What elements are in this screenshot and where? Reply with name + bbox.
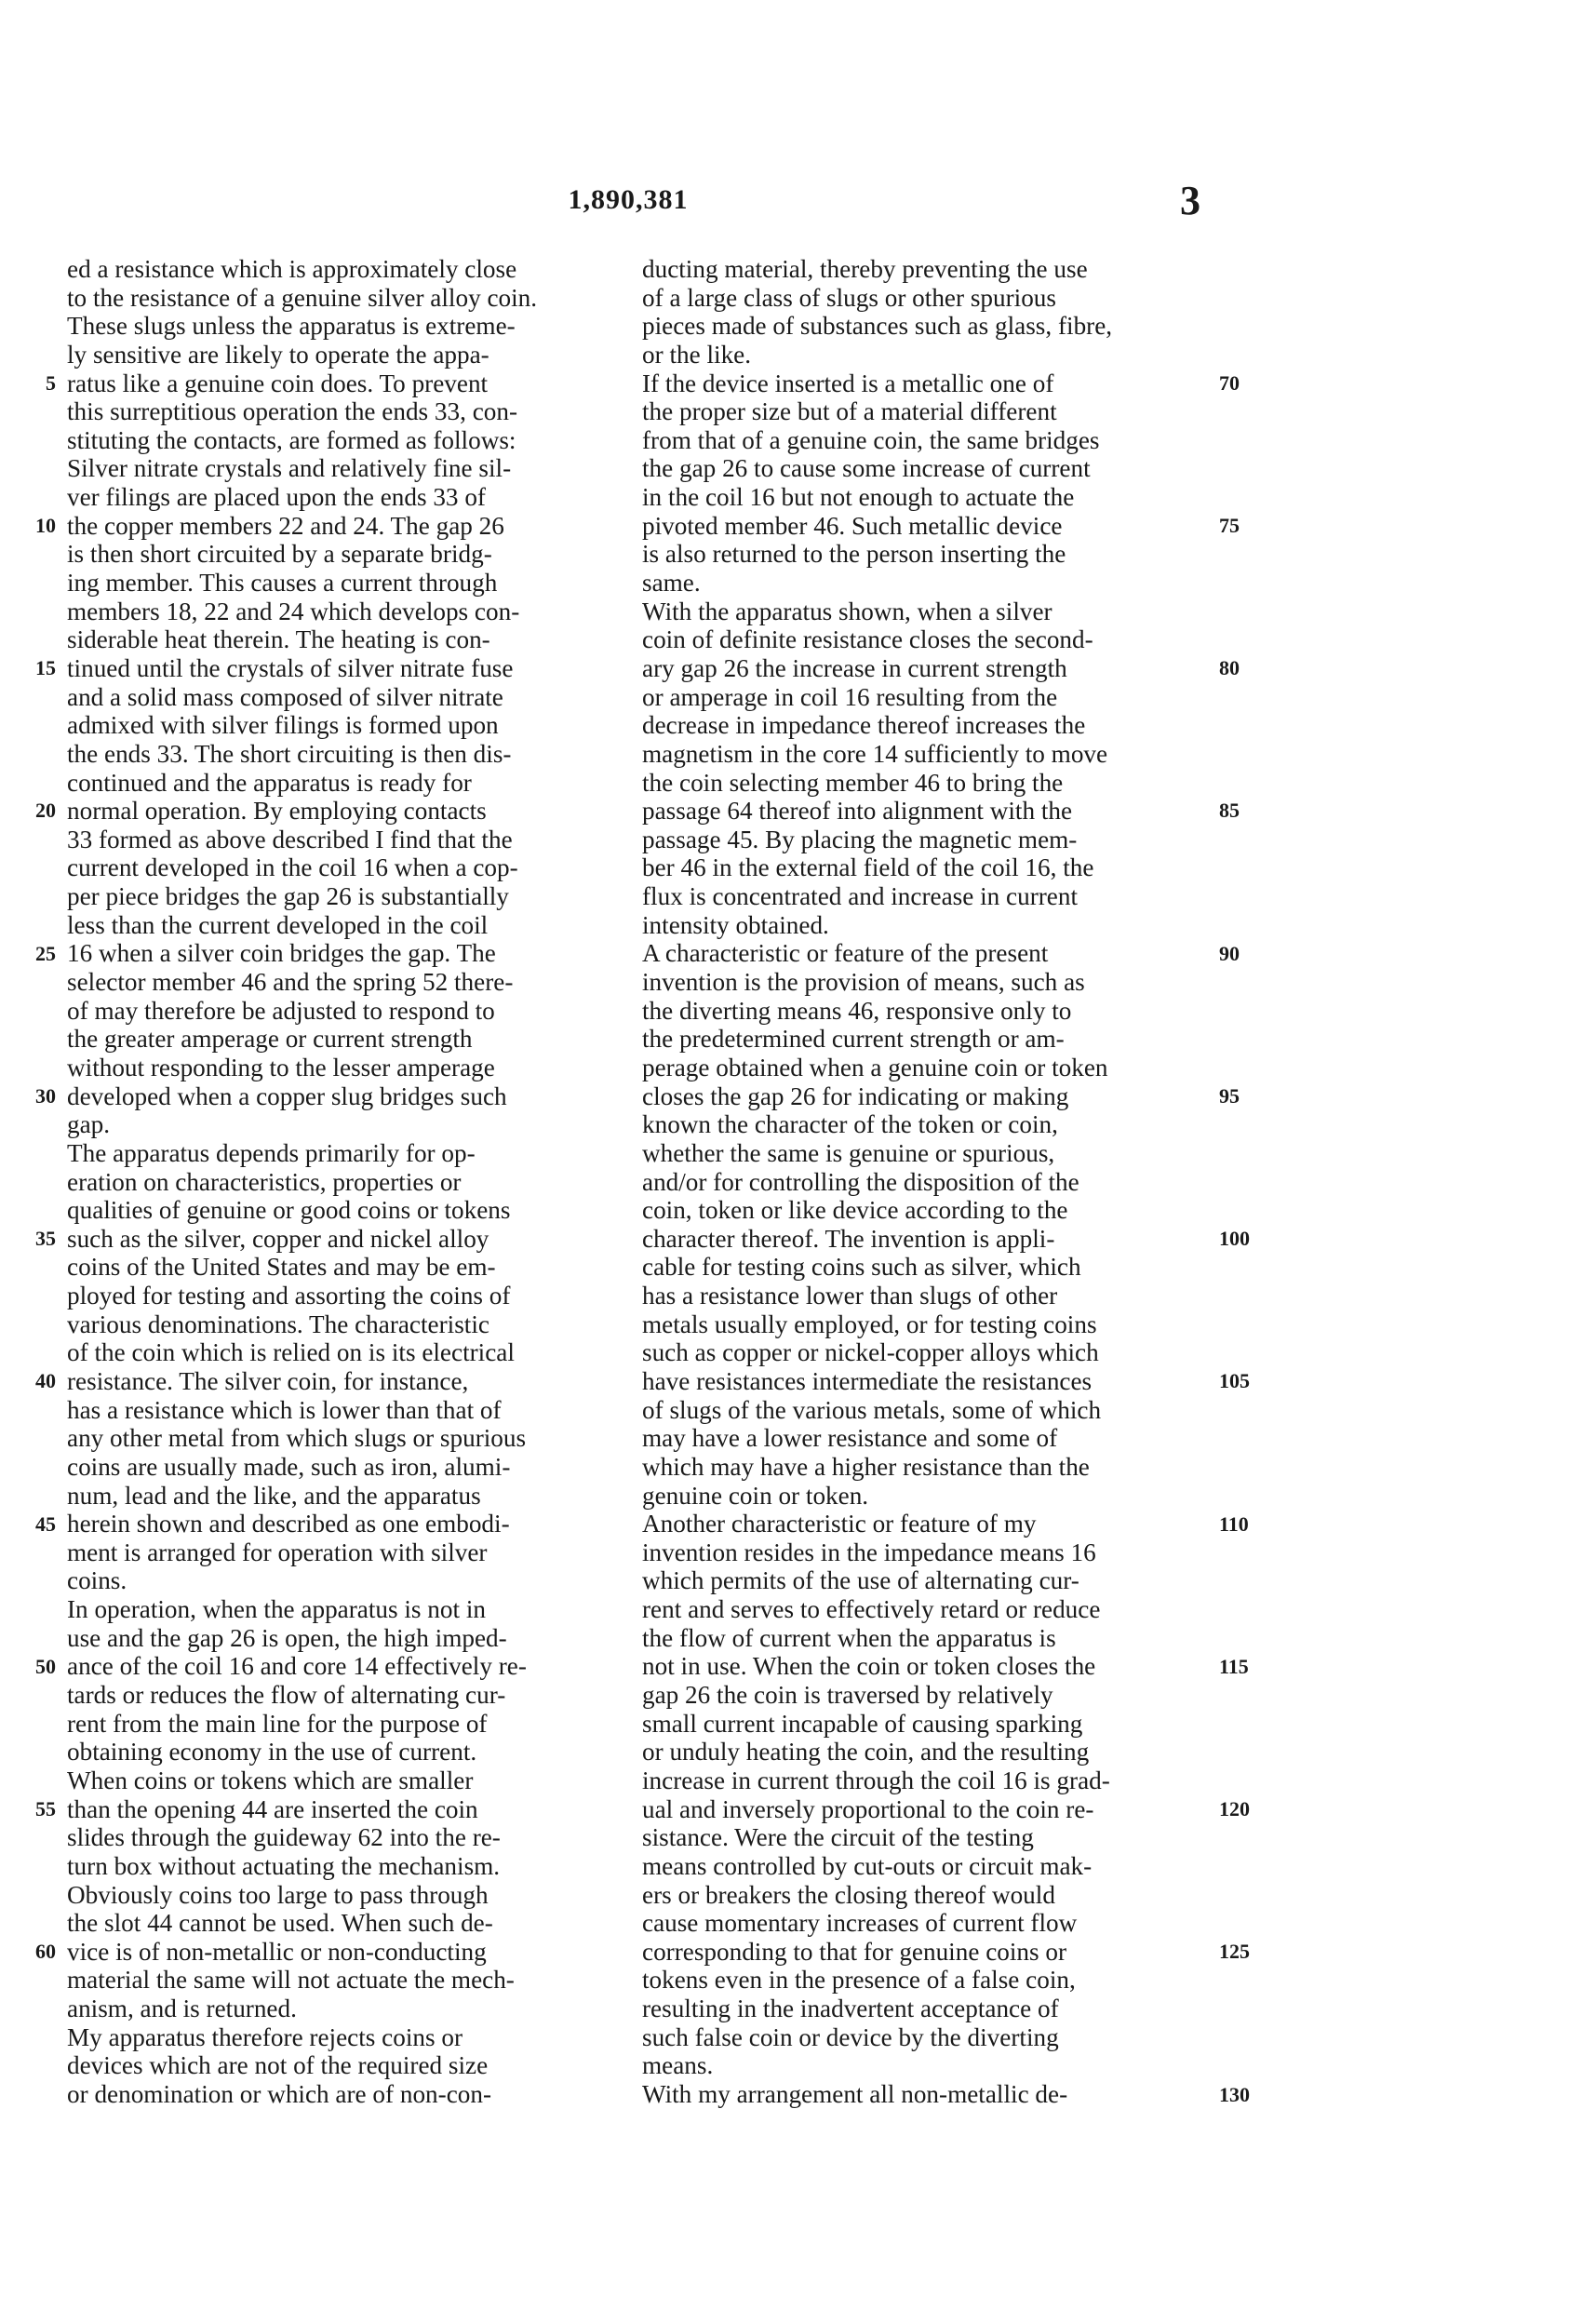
text-line: which may have a higher resistance than the <box>642 1452 1090 1481</box>
text-line: ing member. This causes a current through <box>67 569 498 598</box>
line-number: 100 <box>1219 1227 1250 1251</box>
line-number: 5 <box>46 370 56 395</box>
text-line: the flow of current when the apparatus is <box>642 1623 1056 1652</box>
line-number: 55 <box>35 1797 56 1821</box>
text-line: normal operation. By employing contacts <box>67 797 487 826</box>
text-line: less than the current developed in the coil <box>67 910 489 939</box>
line-number: 30 <box>35 1083 56 1108</box>
text-line: of the coin which is relied on is its electrical <box>67 1338 515 1367</box>
text-line: pieces made of substances such as glass, fibre, <box>642 312 1113 341</box>
text-line: has a resistance which is lower than that of <box>67 1395 502 1424</box>
text-line: Silver nitrate crystals and relatively fine sil- <box>67 454 512 483</box>
text-line: cause momentary increases of current flow <box>642 1909 1078 1938</box>
text-line: ance of the coil 16 and core 14 effectively re- <box>67 1652 527 1681</box>
page-number: 3 <box>1180 178 1200 223</box>
text-line: such as the silver, copper and nickel alloy <box>67 1224 489 1253</box>
text-line: In operation, when the apparatus is not in <box>67 1595 486 1624</box>
text-line: in the coil 16 but not enough to actuate the <box>642 483 1075 512</box>
text-line: genuine coin or token. <box>642 1481 869 1510</box>
text-line: have resistances intermediate the resistances <box>642 1366 1093 1395</box>
text-line: than the opening 44 are inserted the coin <box>67 1794 478 1823</box>
text-line: cable for testing coins such as silver, which <box>642 1253 1081 1282</box>
text-line: and a solid mass composed of silver nitrate <box>67 682 503 711</box>
text-line: current developed in the coil 16 when a cop- <box>67 853 518 882</box>
text-line: tokens even in the presence of a false coin, <box>642 1966 1076 1995</box>
text-line: qualities of genuine or good coins or tokens <box>67 1196 511 1225</box>
text-line: invention is the provision of means, such as <box>642 968 1085 997</box>
text-line: herein shown and described as one embodi- <box>67 1510 510 1538</box>
text-line: coin, token or like device according to the <box>642 1196 1068 1225</box>
text-line: admixed with silver filings is formed upon <box>67 711 499 740</box>
line-number: 90 <box>1219 941 1240 965</box>
line-number: 35 <box>35 1227 56 1251</box>
line-number: 60 <box>35 1940 56 1964</box>
line-number: 115 <box>1219 1654 1249 1678</box>
text-line: of a large class of slugs or other spurious <box>642 283 1056 312</box>
text-line: increase in current through the coil 16 is grad- <box>642 1766 1110 1794</box>
text-line: and/or for controlling the disposition of the <box>642 1167 1079 1196</box>
text-line: ers or breakers the closing thereof would <box>642 1880 1055 1909</box>
text-line: the coin selecting member 46 to bring the <box>642 768 1064 797</box>
line-number: 50 <box>35 1654 56 1678</box>
text-line: same. <box>642 569 701 598</box>
text-line: use and the gap 26 is open, the high imped- <box>67 1623 507 1652</box>
text-line: stituting the contacts, are formed as follows: <box>67 425 516 454</box>
text-line: obtaining economy in the use of current. <box>67 1738 477 1767</box>
line-number: 120 <box>1219 1797 1250 1821</box>
text-line: is also returned to the person inserting the <box>642 540 1066 569</box>
text-line: ver filings are placed upon the ends 33 of <box>67 483 486 512</box>
line-number: 25 <box>35 941 56 965</box>
text-line: developed when a copper slug bridges such <box>67 1081 507 1110</box>
text-line: means. <box>642 2051 714 2080</box>
line-number: 20 <box>35 799 56 823</box>
line-number: 80 <box>1219 656 1240 680</box>
text-line: coin of definite resistance closes the second- <box>642 625 1093 654</box>
line-number: 125 <box>1219 1940 1250 1964</box>
text-line: These slugs unless the apparatus is extreme- <box>67 312 516 341</box>
line-number: 110 <box>1219 1511 1249 1536</box>
text-line: the greater amperage or current strength <box>67 1025 473 1054</box>
text-line: slides through the guideway 62 into the re- <box>67 1823 501 1852</box>
text-line: coins of the United States and may be em- <box>67 1253 496 1282</box>
text-line: of slugs of the various metals, some of which <box>642 1395 1102 1424</box>
text-line: num, lead and the like, and the apparatus <box>67 1481 481 1510</box>
text-line: to the resistance of a genuine silver alloy coin. <box>67 283 538 312</box>
text-line: the ends 33. The short circuiting is then dis- <box>67 739 512 768</box>
text-line: A characteristic or feature of the present <box>642 939 1049 968</box>
text-line: turn box without actuating the mechanism. <box>67 1851 501 1880</box>
text-line: such false coin or device by the diverting <box>642 2022 1059 2051</box>
text-line: such as copper or nickel-copper alloys which <box>642 1338 1099 1367</box>
text-line: With my arrangement all non-metallic de- <box>642 2080 1068 2108</box>
text-line: gap 26 the coin is traversed by relatively <box>642 1681 1053 1710</box>
text-line: the proper size but of a material different <box>642 397 1057 426</box>
text-line: If the device inserted is a metallic one of <box>642 369 1054 397</box>
text-line: coins. <box>67 1566 127 1595</box>
text-line: ducting material, thereby preventing the use <box>642 255 1088 283</box>
text-line: which permits of the use of alternating cur- <box>642 1566 1079 1595</box>
text-line: means controlled by cut-outs or circuit mak- <box>642 1851 1093 1880</box>
text-line: has a resistance lower than slugs of other <box>642 1282 1058 1310</box>
line-number: 105 <box>1219 1369 1250 1393</box>
text-line: various denominations. The characteristic <box>67 1310 489 1338</box>
text-line: the copper members 22 and 24. The gap 26 <box>67 511 504 540</box>
text-line: 16 when a silver coin bridges the gap. The <box>67 939 496 968</box>
text-line: devices which are not of the required size <box>67 2051 489 2080</box>
text-line: siderable heat therein. The heating is con- <box>67 625 490 654</box>
text-line: When coins or tokens which are smaller <box>67 1766 474 1794</box>
text-line: or amperage in coil 16 resulting from the <box>642 682 1058 711</box>
text-line: perage obtained when a genuine coin or token <box>642 1053 1108 1081</box>
text-line: rent from the main line for the purpose of <box>67 1709 488 1738</box>
text-line: the gap 26 to cause some increase of current <box>642 454 1091 483</box>
text-line: resistance. The silver coin, for instance, <box>67 1366 469 1395</box>
text-line: anism, and is returned. <box>67 1995 297 2023</box>
text-line: eration on characteristics, properties or <box>67 1167 462 1196</box>
text-line: rent and serves to effectively retard or reduce <box>642 1595 1101 1624</box>
text-line: known the character of the token or coin, <box>642 1110 1058 1139</box>
text-line: ed a resistance which is approximately close <box>67 255 517 283</box>
text-line: ual and inversely proportional to the coin re- <box>642 1794 1094 1823</box>
text-line: from that of a genuine coin, the same bridges <box>642 425 1100 454</box>
patent-number-header: 1,890,381 <box>568 184 689 215</box>
text-line: vice is of non-metallic or non-conducting <box>67 1937 487 1966</box>
right-text-column <box>642 255 1210 2109</box>
text-line: closes the gap 26 for indicating or making <box>642 1081 1069 1110</box>
text-line: members 18, 22 and 24 which develops con- <box>67 597 520 625</box>
text-line: With the apparatus shown, when a silver <box>642 597 1052 625</box>
text-line: any other metal from which slugs or spurious <box>67 1424 527 1453</box>
text-line: is then short circuited by a separate bridg- <box>67 540 492 569</box>
line-number: 15 <box>35 656 56 680</box>
left-text-column <box>67 255 635 2109</box>
text-line: ratus like a genuine coin does. To prevent <box>67 369 489 397</box>
line-number: 40 <box>35 1369 56 1393</box>
line-number: 130 <box>1219 2082 1250 2106</box>
text-line: this surreptitious operation the ends 33, con- <box>67 397 517 426</box>
text-line: intensity obtained. <box>642 910 829 939</box>
text-line: without responding to the lesser amperage <box>67 1053 495 1081</box>
text-line: per piece bridges the gap 26 is substantially <box>67 882 509 911</box>
line-number: 95 <box>1219 1083 1240 1108</box>
text-line: ly sensitive are likely to operate the appa- <box>67 340 489 369</box>
text-line: corresponding to that for genuine coins or <box>642 1937 1067 1966</box>
text-line: ment is arranged for operation with silver <box>67 1538 488 1566</box>
text-line: magnetism in the core 14 sufficiently to move <box>642 739 1108 768</box>
text-line: flux is concentrated and increase in current <box>642 882 1079 911</box>
text-line: coins are usually made, such as iron, alumi- <box>67 1452 511 1481</box>
text-line: My apparatus therefore rejects coins or <box>67 2022 463 2051</box>
text-line: decrease in impedance thereof increases the <box>642 711 1086 740</box>
text-line: small current incapable of causing sparking <box>642 1709 1083 1738</box>
line-number: 75 <box>1219 513 1240 537</box>
text-line: not in use. When the coin or token closes the <box>642 1652 1096 1681</box>
text-line: of may therefore be adjusted to respond to <box>67 996 495 1025</box>
text-line: continued and the apparatus is ready for <box>67 768 472 797</box>
text-line: ployed for testing and assorting the coins of <box>67 1282 511 1310</box>
text-line: pivoted member 46. Such metallic device <box>642 511 1063 540</box>
text-line: gap. <box>67 1110 111 1139</box>
text-line: 33 formed as above described I find that the <box>67 825 513 853</box>
text-line: passage 45. By placing the magnetic mem- <box>642 825 1078 853</box>
text-line: resulting in the inadvertent acceptance of <box>642 1995 1059 2023</box>
text-line: the predetermined current strength or am- <box>642 1025 1065 1054</box>
text-line: ary gap 26 the increase in current strength <box>642 653 1067 682</box>
text-line: material the same will not actuate the mech- <box>67 1966 515 1995</box>
line-number: 45 <box>35 1511 56 1536</box>
text-line: or denomination or which are of non-con- <box>67 2080 492 2108</box>
text-line: metals usually employed, or for testing coins <box>642 1310 1097 1338</box>
text-line: The apparatus depends primarily for op- <box>67 1138 476 1167</box>
text-line: or the like. <box>642 340 752 369</box>
text-line: Obviously coins too large to pass through <box>67 1880 489 1909</box>
text-line: may have a lower resistance and some of <box>642 1424 1058 1453</box>
text-line: selector member 46 and the spring 52 there- <box>67 968 514 997</box>
text-line: passage 64 thereof into alignment with the <box>642 797 1073 826</box>
text-line: invention resides in the impedance means 16 <box>642 1538 1096 1566</box>
text-line: Another characteristic or feature of my <box>642 1510 1037 1538</box>
text-line: ber 46 in the external field of the coil 16, the <box>642 853 1094 882</box>
text-line: character thereof. The invention is appli- <box>642 1224 1055 1253</box>
text-line: tinued until the crystals of silver nitrate fuse <box>67 653 514 682</box>
text-line: whether the same is genuine or spurious, <box>642 1138 1055 1167</box>
text-line: the slot 44 cannot be used. When such de- <box>67 1909 493 1938</box>
line-number: 10 <box>35 513 56 537</box>
text-line: or unduly heating the coin, and the resulting <box>642 1738 1090 1767</box>
text-line: tards or reduces the flow of alternating cur- <box>67 1681 506 1710</box>
line-number: 85 <box>1219 799 1240 823</box>
line-number: 70 <box>1219 370 1240 395</box>
text-line: sistance. Were the circuit of the testing <box>642 1823 1034 1852</box>
text-line: the diverting means 46, responsive only to <box>642 996 1072 1025</box>
